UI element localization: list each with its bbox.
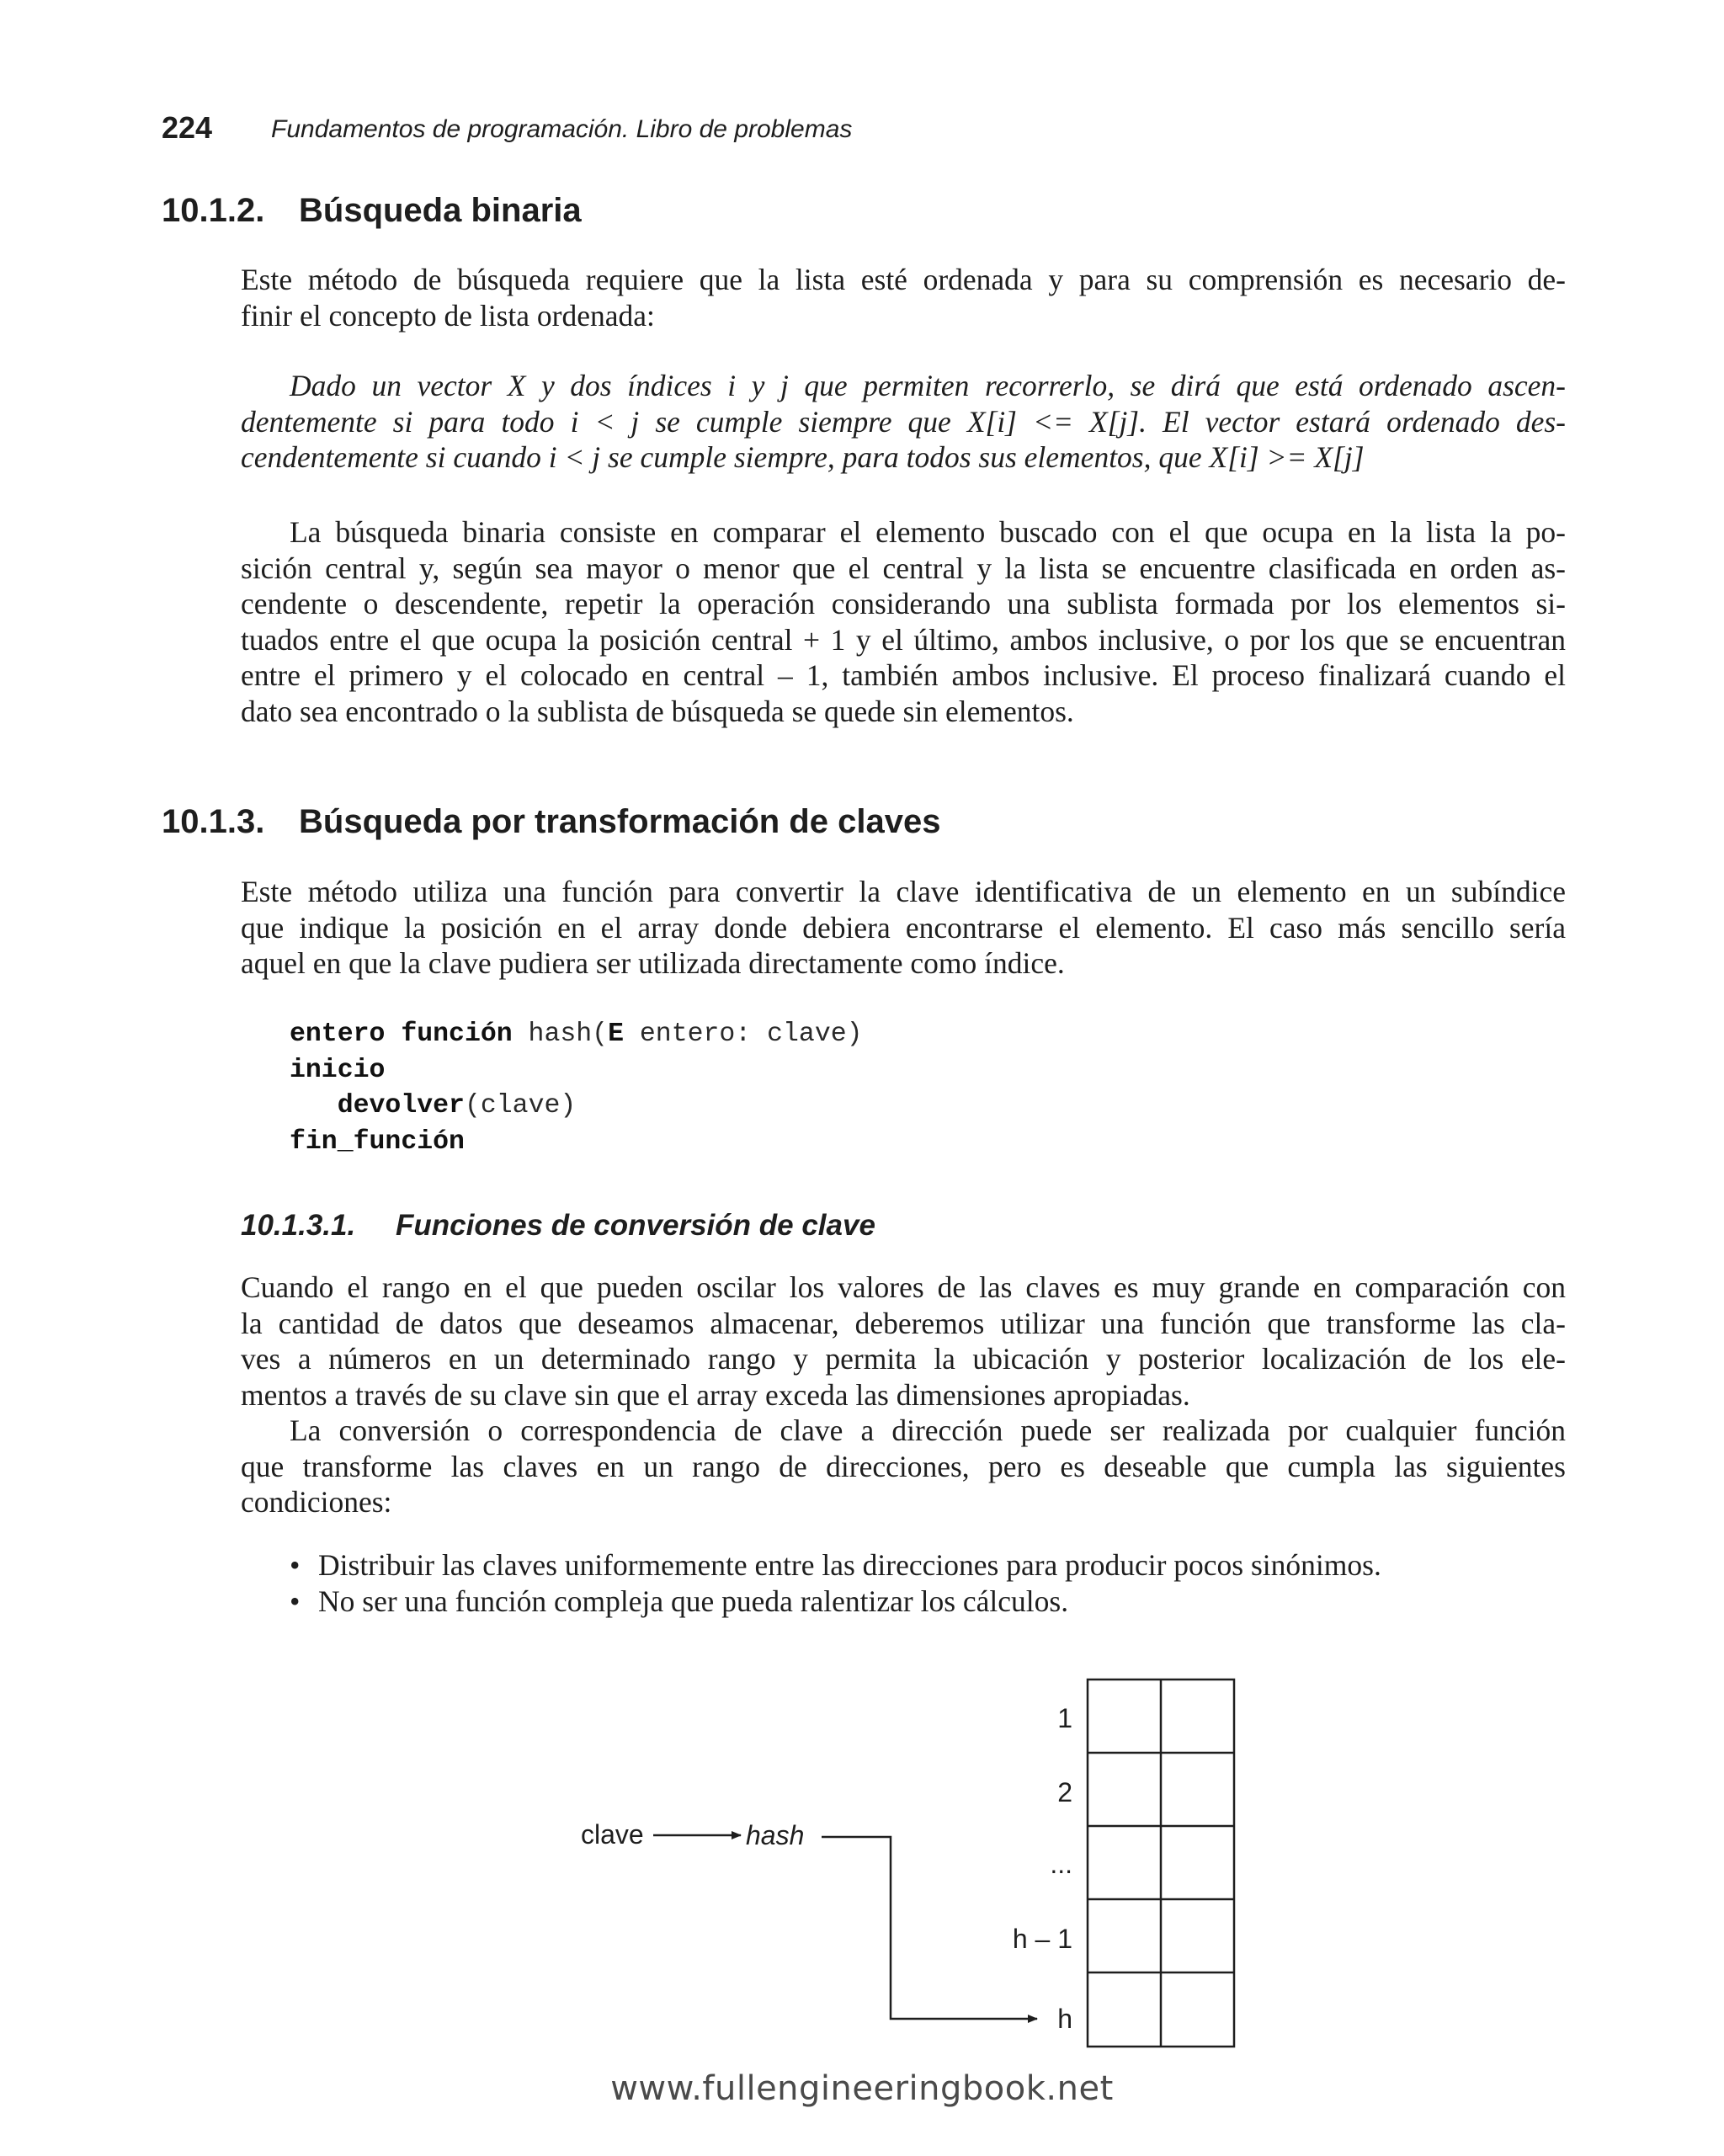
text-line: ves a números en un determinado rango y permita la ubicación y posterior localización de los ele- bbox=[241, 1342, 1566, 1376]
table-row-label: 2 bbox=[1057, 1777, 1072, 1807]
section-number: 10.1.2. bbox=[162, 192, 265, 229]
code-text: hash( bbox=[512, 1019, 609, 1049]
code-keyword: devolver bbox=[337, 1091, 465, 1121]
subsection-number: 10.1.3.1. bbox=[241, 1209, 356, 1242]
code-keyword: E bbox=[608, 1019, 624, 1049]
text-line: mentos a través de su clave sin que el array exceda las dimensiones apropiadas. bbox=[241, 1377, 1190, 1412]
text-line: sición central y, según sea mayor o menor que el central y la lista se encuentre clasificada en orden as- bbox=[241, 551, 1566, 585]
text-line: entre el primero y el colocado en central – 1, también ambos inclusive. El proceso finalizará cuando el bbox=[241, 658, 1566, 692]
code-keyword: función bbox=[401, 1019, 513, 1049]
text-line: Este método utiliza una función para convertir la clave identificativa de un elemento en un subíndice bbox=[241, 875, 1566, 908]
footer-url: www.fullengineeringbook.net bbox=[610, 2069, 1114, 2108]
running-title: Fundamentos de programación. Libro de problemas bbox=[271, 115, 853, 143]
table-row-label: ... bbox=[1050, 1849, 1072, 1879]
code-keyword: fin_función bbox=[290, 1126, 465, 1157]
hash-to-slot-arrow bbox=[822, 1837, 1037, 2019]
text-line: tuados entre el que ocupa la posición central + 1 y el último, ambos inclusive, o por los que se encuentran bbox=[241, 622, 1566, 657]
text-line: aquel en que la clave pudiera ser utilizada directamente como índice. bbox=[241, 946, 1065, 980]
subsection-title: Funciones de conversión de clave bbox=[396, 1209, 875, 1242]
text-line: condiciones: bbox=[241, 1485, 392, 1519]
text-line: Este método de búsqueda requiere que la lista esté ordenada y para su comprensión es necesario de- bbox=[241, 263, 1566, 296]
bullet-symbol: • bbox=[290, 1584, 301, 1618]
code-keyword: entero bbox=[290, 1019, 386, 1049]
bullet-symbol: • bbox=[290, 1548, 301, 1582]
text-line: la cantidad de datos que deseamos almacenar, deberemos utilizar una función que transforme las cla- bbox=[241, 1306, 1566, 1340]
text-line: Dado un vector X y dos índices i y j que permiten recorrerlo, se dirá que está ordenado ascen- bbox=[290, 369, 1566, 402]
text-line: Cuando el rango en el que pueden oscilar los valores de las claves es muy grande en comparación con bbox=[241, 1270, 1566, 1304]
section-title: Búsqueda por transformación de claves bbox=[299, 803, 941, 840]
section-number: 10.1.3. bbox=[162, 803, 265, 840]
code-text: entero: clave) bbox=[623, 1019, 863, 1049]
text-line: dentemente si para todo i < j se cumple siempre que X[i] <= X[j]. El vector estará ordenado des- bbox=[241, 404, 1566, 439]
text-line: cendentemente si cuando i < j se cumple siempre, para todos sus elementos, que X[i] >= X[j] bbox=[241, 440, 1365, 474]
text-line: finir el concepto de lista ordenada: bbox=[241, 298, 655, 333]
list-item-text: Distribuir las claves uniformemente entre las direcciones para producir pocos sinónimos. bbox=[318, 1548, 1381, 1582]
text-line: dato sea encontrado o la sublista de búsqueda se quede sin elementos. bbox=[241, 694, 1074, 728]
section-title: Búsqueda binaria bbox=[299, 192, 582, 229]
list-item-text: No ser una función compleja que pueda ralentizar los cálculos. bbox=[318, 1584, 1069, 1618]
text-line: La conversión o correspondencia de clave a dirección puede ser realizada por cualquier función bbox=[290, 1413, 1566, 1447]
table-row-label: h bbox=[1057, 2004, 1072, 2034]
text-line: que transforme las claves en un rango de direcciones, pero es deseable que cumpla las siguientes bbox=[241, 1449, 1566, 1483]
table-row-label: h – 1 bbox=[1012, 1924, 1072, 1954]
code-text: (clave) bbox=[464, 1091, 577, 1121]
text-line: que indique la posición en el array donde debiera encontrarse el elemento. El caso más sencillo sería bbox=[241, 910, 1566, 945]
code-keyword: inicio bbox=[290, 1055, 386, 1085]
diagram-key-label: clave bbox=[581, 1819, 644, 1850]
text-line: La búsqueda binaria consiste en comparar el elemento buscado con el que ocupa en la lista la po- bbox=[290, 515, 1566, 549]
diagram-hash-label: hash bbox=[746, 1820, 805, 1850]
page-number: 224 bbox=[162, 110, 213, 145]
text-line: cendente o descendente, repetir la operación considerando una sublista formada por los elementos si- bbox=[241, 587, 1566, 620]
table-row-label: 1 bbox=[1057, 1703, 1072, 1733]
hash-table bbox=[1088, 1680, 1234, 2047]
